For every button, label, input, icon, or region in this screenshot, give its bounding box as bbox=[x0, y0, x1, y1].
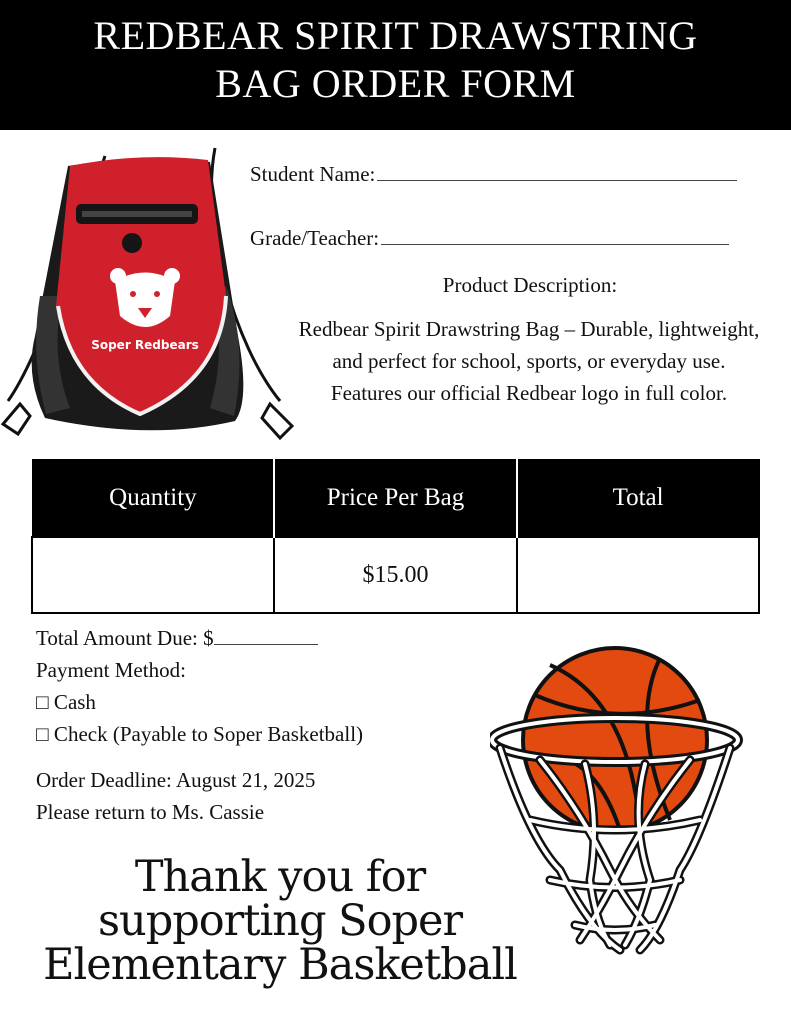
grade-teacher-field bbox=[250, 226, 729, 251]
description-title: Product Description: bbox=[442, 273, 618, 297]
order-deadline: Order Deadline: August 21, 2025 bbox=[36, 768, 316, 792]
order-table-header bbox=[32, 460, 759, 538]
thanks-line-2: supporting Soper bbox=[97, 896, 463, 946]
header-total: Total bbox=[517, 460, 759, 538]
description-body: Redbear Spirit Drawstring Bag – Durable, lightweight, and perfect for school, sports, or everyday use. Features our official Redbear logo in full color. bbox=[298, 317, 760, 405]
quantity-cell[interactable] bbox=[32, 537, 274, 613]
payment-option-cash[interactable]: □ Cash bbox=[36, 690, 96, 714]
title-line-2: BAG ORDER FORM bbox=[215, 61, 576, 106]
order-table-row bbox=[32, 537, 759, 613]
grade-teacher-line[interactable] bbox=[381, 227, 729, 245]
order-table bbox=[31, 459, 760, 614]
total-cell[interactable] bbox=[517, 537, 759, 613]
header-quantity: Quantity bbox=[32, 460, 274, 538]
payment-option-check[interactable]: □ Check (Payable to Soper Basketball) bbox=[36, 722, 364, 746]
student-name-line[interactable] bbox=[377, 163, 737, 181]
student-name-label: Student Name: bbox=[250, 162, 376, 186]
header-price-per-bag: Price Per Bag bbox=[274, 460, 516, 538]
student-name-field bbox=[250, 162, 737, 187]
thank-you-message bbox=[20, 852, 540, 990]
total-due-label: Total Amount Due: $ bbox=[36, 626, 214, 650]
bag-logo-text: Soper Redbears bbox=[91, 338, 199, 352]
total-amount-due bbox=[36, 626, 318, 651]
grade-teacher-label: Grade/Teacher: bbox=[250, 226, 380, 250]
total-due-line[interactable] bbox=[214, 628, 318, 645]
payment-method-label: Payment Method: bbox=[36, 658, 186, 682]
thanks-line-1: Thank you for bbox=[134, 852, 426, 902]
price-cell: $15.00 bbox=[274, 537, 516, 613]
return-to: Please return to Ms. Cassie bbox=[36, 800, 265, 824]
drawstring-bag-image bbox=[0, 146, 300, 446]
basketball-hoop-icon bbox=[490, 640, 750, 960]
page-header bbox=[0, 0, 791, 130]
title-line-1: REDBEAR SPIRIT DRAWSTRING bbox=[93, 13, 698, 58]
thanks-line-3: Elementary Basketball bbox=[43, 940, 517, 990]
